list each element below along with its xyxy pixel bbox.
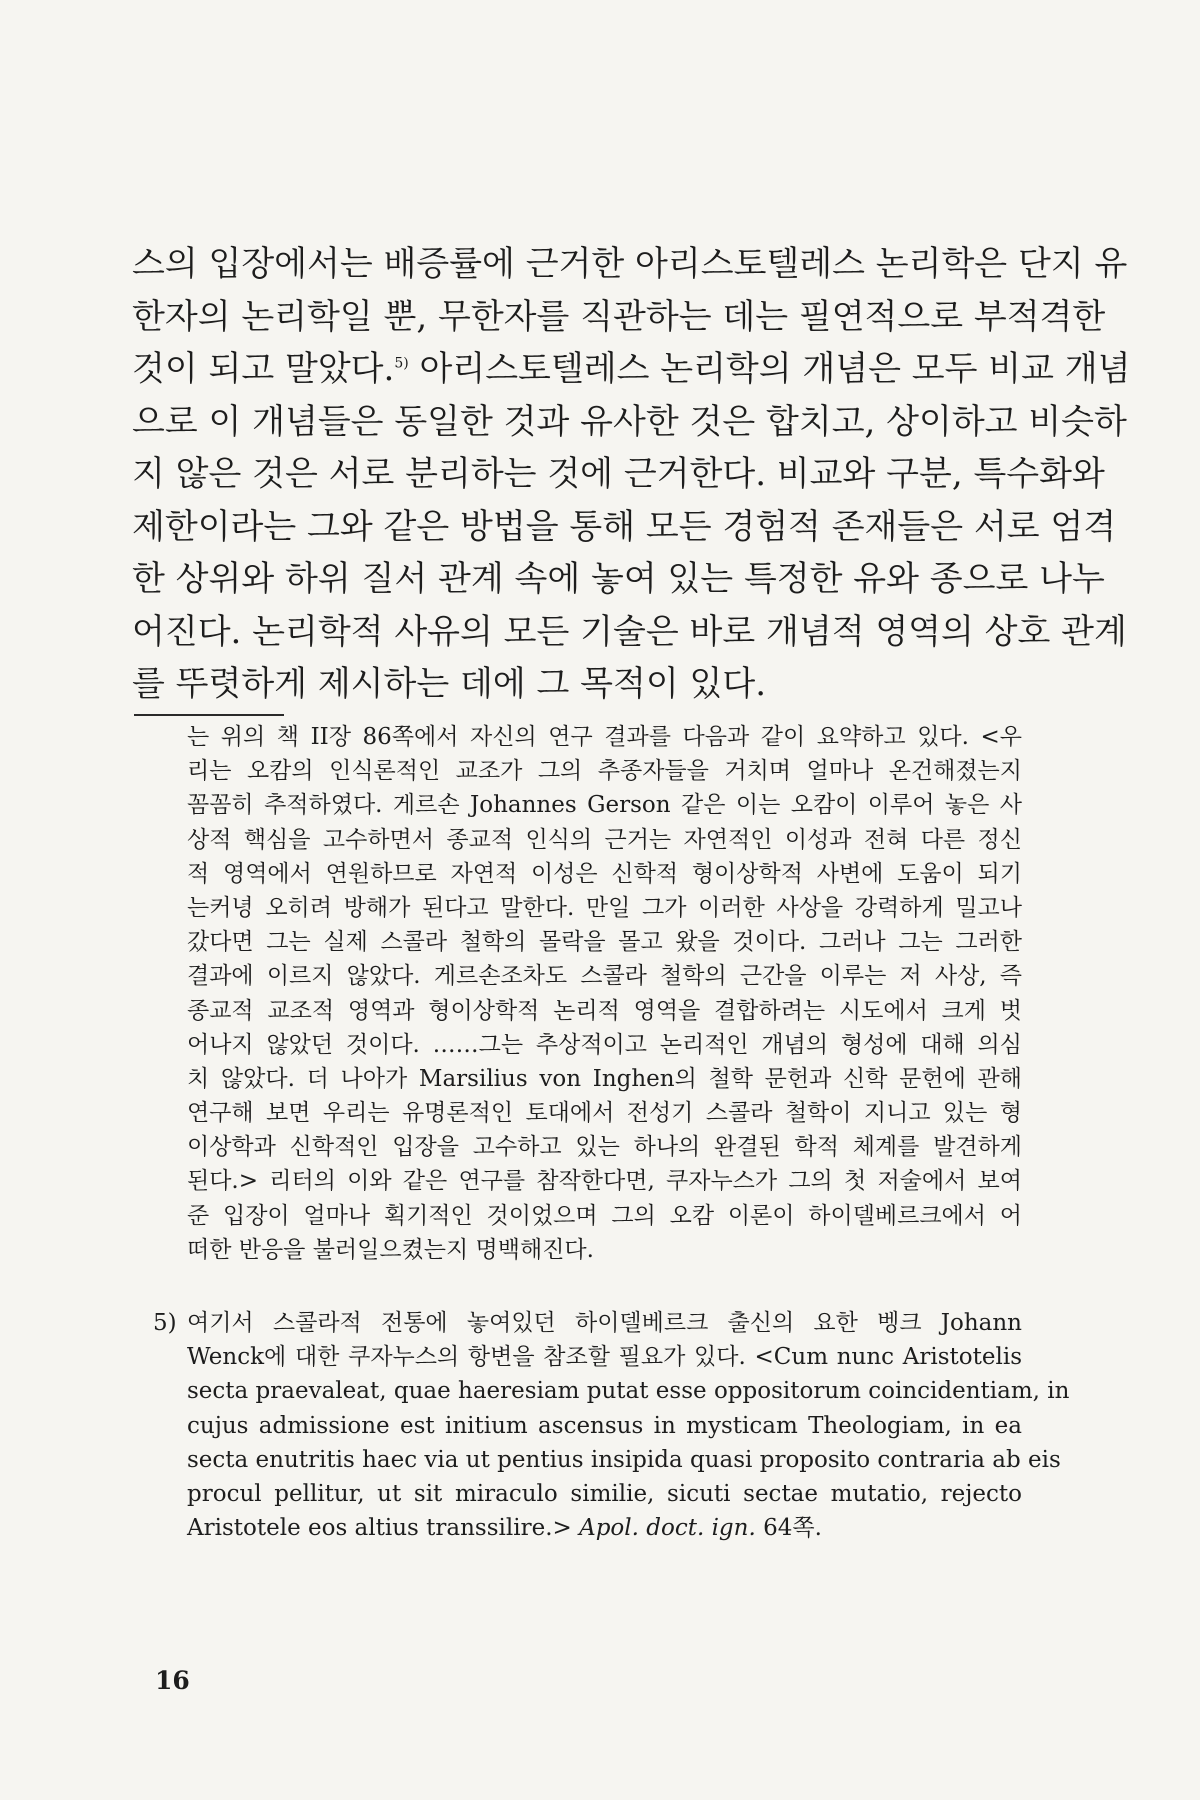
body-line: 으로 이 개념들은 동일한 것과 유사한 것은 합치고, 상이하고 비슷하 bbox=[132, 401, 1127, 442]
page-number: 16 bbox=[155, 1666, 190, 1695]
footnote-continuation bbox=[187, 720, 1022, 1267]
footnote-line: 적 영역에서 연원하므로 자연적 이성은 신학적 형이상학적 사변에 도움이 되기 bbox=[187, 860, 1022, 887]
body-line: 제한이라는 그와 같은 방법을 통해 모든 경험적 존재들은 서로 엄격 bbox=[132, 506, 1117, 547]
footnote-line: procul pellitur, ut sit miraculo similie, sicuti sectae mutatio, rejecto bbox=[187, 1480, 1022, 1507]
footnote-line: Wenck에 대한 쿠자누스의 항변을 참조할 필요가 있다. <Cum nunc Aristotelis bbox=[187, 1344, 1022, 1371]
body-line-text: 것이 되고 말았다. bbox=[132, 349, 395, 389]
body-line: 한 상위와 하위 질서 관계 속에 놓여 있는 특정한 유와 종으로 나누 bbox=[132, 559, 1105, 599]
footnote-line: 는커녕 오히려 방해가 된다고 말한다. 만일 그가 이러한 사상을 강력하게 밀고나 bbox=[187, 894, 1022, 921]
footnote-line: 어나지 않았던 것이다. ……그는 추상적이고 논리적인 개념의 형성에 대해 의심 bbox=[187, 1031, 1022, 1058]
footnote-line: 상적 핵심을 고수하면서 종교적 인식의 근거는 자연적인 이성과 전혀 다른 정신 bbox=[187, 826, 1022, 853]
body-line bbox=[132, 343, 1131, 396]
footnote-text: Aristotele eos altius transsilire.> bbox=[187, 1515, 580, 1542]
footnote-separator bbox=[134, 714, 284, 716]
footnote-line: 치 않았다. 더 나아가 Marsilius von Inghen의 철학 문헌과 신학 문헌에 관해 bbox=[187, 1065, 1022, 1092]
footnote-line: 리는 오캄의 인식론적인 교조가 그의 추종자들을 거치며 얼마나 온건해졌는지 bbox=[187, 758, 1022, 785]
footnote-line: 된다.> 리터의 이와 같은 연구를 참작한다면, 쿠자누스가 그의 첫 저술에서 보여 bbox=[187, 1168, 1022, 1195]
footnote-line: 준 입장이 얼마나 획기적인 것이었으며 그의 오캄 이론이 하이델베르크에서 어 bbox=[187, 1202, 1022, 1229]
footnote-line: secta praevaleat, quae haeresiam putat esse oppositorum coincidentiam, in bbox=[187, 1378, 1070, 1405]
footnote-5 bbox=[153, 1306, 1070, 1545]
footnote-line: 꼼꼼히 추적하였다. 게르손 Johannes Gerson 같은 이는 오캄이 이루어 놓은 사 bbox=[187, 792, 1022, 819]
footnote-reference: 5) bbox=[394, 355, 409, 372]
body-line: 스의 입장에서는 배증률에 근거한 아리스토텔레스 논리학은 단지 유 bbox=[132, 244, 1128, 284]
body-line: 한자의 논리학일 뿐, 무한자를 직관하는 데는 필연적으로 부적격한 bbox=[132, 296, 1106, 337]
footnote-line: 연구해 보면 우리는 유명론적인 토대에서 전성기 스콜라 철학이 지니고 있는 형 bbox=[187, 1100, 1022, 1127]
body-line: 어진다. 논리학적 사유의 모든 기술은 바로 개념적 영역의 상호 관계 bbox=[132, 611, 1127, 652]
body-line: 를 뚜렷하게 제시하는 데에 그 목적이 있다. bbox=[132, 664, 766, 704]
footnote-line: 떠한 반응을 불러일으켰는지 명백해진다. bbox=[187, 1236, 594, 1263]
body-text bbox=[132, 238, 1131, 711]
footnote-line bbox=[187, 1511, 1022, 1545]
footnote-line: 이상학과 신학적인 입장을 고수하고 있는 하나의 완결된 학적 체계를 발견하게 bbox=[187, 1134, 1022, 1161]
body-line-text: 아리스토텔레스 논리학의 개념은 모두 비교 개념 bbox=[408, 349, 1131, 389]
citation-title: Apol. doct. ign. bbox=[579, 1515, 756, 1542]
footnote-line: 갔다면 그는 실제 스콜라 철학의 몰락을 몰고 왔을 것이다. 그러나 그는 그러한 bbox=[187, 929, 1022, 956]
footnote-line: 는 위의 책 II장 86쪽에서 자신의 연구 결과를 다음과 같이 요약하고 있다. <우 bbox=[187, 724, 1022, 750]
footnote-line: 결과에 이르지 않았다. 게르손조차도 스콜라 철학의 근간을 이루는 저 사상, 즉 bbox=[187, 963, 1022, 990]
footnote-text: 64쪽. bbox=[755, 1515, 822, 1542]
footnote-number: 5) bbox=[153, 1310, 177, 1336]
footnote-line: cujus admissione est initium ascensus in mysticam Theologiam, in ea bbox=[187, 1412, 1022, 1439]
footnote-line: 종교적 교조적 영역과 형이상학적 논리적 영역을 결합하려는 시도에서 크게 벗 bbox=[187, 997, 1022, 1024]
footnote-line: 여기서 스콜라적 전통에 놓여있던 하이델베르크 출신의 요한 벵크 Johann bbox=[187, 1310, 1022, 1336]
body-line: 지 않은 것은 서로 분리하는 것에 근거한다. 비교와 구분, 특수화와 bbox=[132, 454, 1105, 494]
footnote-line: secta enutritis haec via ut pentius insipida quasi proposito contraria ab eis bbox=[187, 1446, 1061, 1473]
